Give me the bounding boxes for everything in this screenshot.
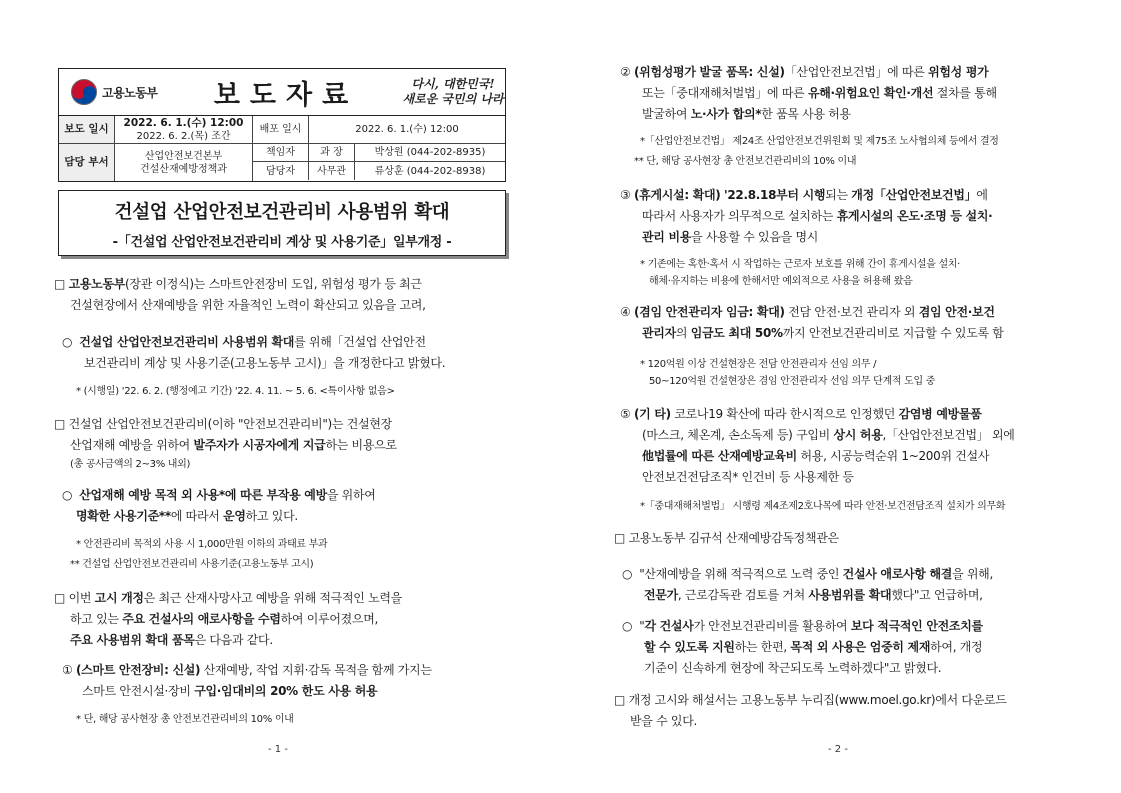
square-bullet: □: [54, 417, 66, 431]
manager-highlight: 관리자: [642, 326, 676, 340]
page-number: - 2 -: [828, 744, 848, 755]
definition-text-2: 산업재해 예방을 위하여: [70, 438, 194, 452]
manager-row: [253, 144, 505, 162]
concurrent-manager-highlight: 겸임 안전·보건: [918, 305, 995, 319]
amendment-text-1: 이번: [68, 591, 95, 605]
prevention-text-2: 에 따라서: [170, 509, 224, 523]
department-line-1: 산업안전보건본부: [144, 150, 223, 162]
infection-supplies-highlight: 감염병 예방물품: [898, 407, 982, 421]
release-morning: 2022. 6. 2.(목) 조간: [136, 130, 231, 142]
slogan-line-1: 다시, 대한민국!: [411, 77, 495, 91]
act-highlight: 개정「산업안전보건법」: [851, 188, 977, 202]
quote-1: [622, 564, 1100, 606]
standard-highlight: 명확한 사용기준**: [76, 509, 171, 523]
always-allowed-highlight: 상시 허용: [833, 428, 883, 442]
press-release-title: 보도자료: [213, 79, 359, 111]
others-text-4: 허용, 시공능력순위 1~200위 건설사: [796, 449, 990, 463]
definition-text-4: (총 공사금액의 2~3% 내외): [70, 459, 191, 470]
effective-date-highlight: '22.8.18부터 시행: [724, 188, 826, 202]
note-safety-manager: [640, 356, 1100, 390]
risk-assessment-text-2: 또는「중대재해처벌법」에 따른: [642, 86, 808, 100]
square-bullet: □: [614, 531, 626, 545]
others-text-5: 안전보건전담조직* 인건비 등 사용제한 등: [642, 470, 854, 484]
item-safety-manager: [620, 302, 1100, 344]
agreement-highlight: 노·사가 합의*: [690, 107, 762, 121]
number-4-bullet: ④: [620, 305, 631, 319]
smart-equipment-text-2: 스마트 안전시설·장비: [82, 684, 195, 698]
note-effective-date: * (시행일) '22. 6. 2. (행정예고 기간) '22. 4. 11. ~ 5. 6. <특이사항 없음>: [76, 386, 395, 397]
sanction-highlight: 목적 외 사용은 엄중히 제재: [790, 640, 931, 654]
paragraph-definition: [54, 414, 524, 473]
education-cost-highlight: 他법률에 따른 산재예방교육비: [642, 449, 797, 463]
each-builder-highlight: 각 건설사: [644, 619, 694, 633]
quote-2-text-2: 하는 한편,: [734, 640, 791, 654]
safety-manager-text-2: 의: [675, 326, 691, 340]
builders-highlight: 주요 건설사의 애로사항을 수렴: [122, 612, 281, 626]
note-committee: *「산업안전보건법」 제24조 산업안전보건위원회 및 제75조 노사협의체 등에서 결정: [640, 136, 999, 147]
amendment-text-3: 하고 있는: [70, 612, 123, 626]
others-text-3: ,「산업안전보건법」 외에: [882, 428, 1015, 442]
smart-equipment-highlight: 구입·임대비의 20% 한도 사용 허용: [194, 684, 378, 698]
wage-highlight: 임금도 최대 50%: [690, 326, 783, 340]
definition-text-1: 건설업 산업안전보건관리비(이하 "안전보건관리비")는 건설현장: [68, 417, 392, 431]
release-time: 2022. 6. 1.(수) 12:00: [123, 116, 244, 129]
note-penalty: * 안전관리비 목적외 사용 시 1,000만원 이하의 과태료 부과: [76, 539, 328, 550]
circle-bullet: ○: [62, 488, 73, 502]
department-row: [59, 144, 505, 181]
headline: 건설업 산업안전보건관리비 사용범위 확대: [114, 202, 450, 223]
note-risk-limit: ** 단, 해당 공사현장 총 안전보건관리비의 10% 이내: [634, 156, 857, 167]
expert-highlight: 전문가: [644, 588, 678, 602]
amendment-text-4: 하여 이루어졌으며,: [280, 612, 379, 626]
prevention-text-1: 을 위하여: [326, 488, 376, 502]
definition-text-3: 하는 비용으로: [325, 438, 397, 452]
rest-facility-highlight: 휴게시설의 온도·조명 등 설치·: [836, 209, 993, 223]
note-safety-manager-2: 50~120억원 건설현장은 겸임 안전관리자 선임 의무 단계적 도입 중: [649, 376, 936, 387]
press-header-top: [59, 69, 505, 116]
headline-box: [58, 190, 506, 256]
risk-assessment-highlight: 위험성 평가: [928, 65, 989, 79]
risk-assessment-text-5: 한 품목 사용 허용: [761, 107, 851, 121]
intro-text-2: 건설현장에서 산재예방을 위한 자율적인 노력이 확산되고 있음을 고려,: [70, 298, 426, 312]
rest-facility-text-1: 되는: [825, 188, 852, 202]
item-others: [620, 404, 1100, 488]
prevention-text-3: 하고 있다.: [245, 509, 298, 523]
intro-text-1: (장관 이정식)는 스마트안전장비 도입, 위험성 평가 등 최근: [125, 277, 422, 291]
definition-highlight: 발주자가 시공자에게 지급: [193, 438, 326, 452]
number-5-bullet: ⑤: [620, 407, 631, 421]
square-bullet: □: [54, 277, 66, 291]
circle-bullet: ○: [622, 619, 633, 633]
release-time-cell: [115, 116, 253, 143]
support-highlight: 할 수 있도록 지원: [644, 640, 735, 654]
note-rest-facility: [640, 256, 1100, 290]
number-2-bullet: ②: [620, 65, 631, 79]
amendment-highlight: 고시 개정: [94, 591, 144, 605]
safety-manager-label: (겸임 안전관리자 임금: 확대): [633, 305, 785, 319]
revision-text-2: 보건관리비 계상 및 사용기준(고용노동부 고시)」을 개정한다고 밝혔다.: [84, 356, 446, 370]
department-label: 담당 부서: [59, 144, 115, 181]
item-risk-assessment: [620, 62, 1100, 125]
quote-2-text-4: 기준이 신속하게 현장에 착근되도록 노력하겠다"고 밝혔다.: [644, 661, 942, 675]
quote-2-open: ": [639, 619, 645, 633]
expand-scope-highlight: 사용범위를 확대: [808, 588, 892, 602]
hazard-highlight: 유해·위험요인 확인·개선: [807, 86, 934, 100]
rest-facility-text-3: 따라서 사용자가 의무적으로 설치하는: [642, 209, 837, 223]
revision-text-1: 를 위해「건설업 산업안전: [294, 335, 426, 349]
sub-headline: -「건설업 산업안전보건관리비 계상 및 사용기준」일부개정 -: [112, 235, 452, 250]
quote-2-text-1: 가 안전보건관리비를 활용하여: [693, 619, 851, 633]
amendment-text-2: 은 최근 산재사망사고 예방을 위해 적극적인 노력을: [143, 591, 402, 605]
risk-assessment-text-1: 「산업안전보건법」에 따른: [784, 65, 929, 79]
slogan-line-2: 새로운 국민의 나라: [402, 92, 504, 106]
download-text-1: 개정 고시와 해설서는 고용노동부 누리집(www.moel.go.kr)에서 다운로드: [628, 693, 1007, 707]
number-3-bullet: ③: [620, 188, 631, 202]
note-smart-limit: * 단, 해당 공사현장 총 안전보건관리비의 10% 이내: [76, 714, 294, 725]
paragraph-prevention: [62, 485, 524, 527]
square-bullet: □: [614, 693, 626, 707]
smart-equipment-text-1: 산재예방, 작업 지휘·감독 목적을 함께 가지는: [200, 663, 432, 677]
others-text-1: 코로나19 확산에 따라 한시적으로 인정했던: [670, 407, 899, 421]
department-name: [115, 144, 253, 181]
safety-manager-text-3: 까지 안전보건관리비로 지급할 수 있도록 함: [782, 326, 1004, 340]
risk-assessment-label: (위험성평가 발굴 품목: 신설): [633, 65, 785, 79]
staff-role: 담당자: [253, 162, 309, 180]
taegeuk-emblem-icon: [71, 79, 97, 105]
note-safety-manager-1: * 120억원 이상 건설현장은 전담 안전관리자 선임 의무 /: [640, 359, 877, 370]
items-highlight: 주요 사용범위 확대 품목: [70, 633, 195, 647]
ministry-name: 고용노동부: [102, 85, 158, 100]
operation-highlight: 운영: [223, 509, 246, 523]
amendment-text-5: 은 다음과 같다.: [194, 633, 273, 647]
contact-grid: [253, 144, 505, 181]
staff-row: [253, 162, 505, 180]
manager-contact: 박상원 (044-202-8935): [374, 147, 486, 158]
difficulty-highlight: 건설사 애로사항 해결: [842, 567, 953, 581]
management-cost-highlight: 관리 비용: [642, 230, 692, 244]
distribution-label: 배포 일시: [253, 116, 309, 143]
quote-1-text-4: 했다"고 언급하며,: [891, 588, 983, 602]
government-slogan: [401, 77, 505, 107]
circle-bullet: ○: [62, 335, 73, 349]
item-smart-equipment: [62, 660, 524, 702]
page-number: - 1 -: [268, 744, 288, 755]
safety-manager-text-1: 전담 안전·보건 관리자 외: [784, 305, 919, 319]
ministry-logo: [59, 79, 171, 105]
note-serious-accident-act: *「중대재해처벌법」 시행령 제4조제2호나목에 따라 안전·보건전담조직 설치가 의무화: [640, 501, 1006, 512]
others-text-2: (마스크, 체온계, 손소독제 등) 구입비: [642, 428, 834, 442]
press-header-table: [58, 68, 506, 182]
note-rest-facility-2: 해체·유지하는 비용에 한해서만 예외적으로 사용을 허용해 왔음: [649, 276, 913, 287]
release-row: [59, 116, 505, 144]
quote-1-text-1: "산재예방을 위해 적극적으로 노력 중인: [639, 567, 843, 581]
paragraph-revision: [62, 332, 524, 374]
number-1-bullet: ①: [62, 663, 73, 677]
smart-equipment-label: (스마트 안전장비: 신설): [75, 663, 201, 677]
release-label: 보도 일시: [59, 116, 115, 143]
square-bullet: □: [54, 591, 66, 605]
official-text: 고용노동부 김규석 산재예방감독정책관은: [628, 531, 839, 545]
paragraph-official: [614, 528, 1100, 549]
quote-2-text-3: 하여, 개정: [930, 640, 983, 654]
ministry-mention: 고용노동부: [68, 277, 126, 291]
prevention-highlight: 산업재해 예방 목적 외 사용*에 따른 부작용 예방: [79, 488, 327, 502]
rest-facility-label: (휴게시설: 확대): [633, 188, 721, 202]
rest-facility-text-2: 에: [976, 188, 988, 202]
page-2: [560, 0, 1121, 793]
quote-1-text-3: , 근로감독관 검토를 거쳐: [677, 588, 809, 602]
staff-title: 사무관: [309, 162, 355, 180]
paragraph-intro: [54, 274, 524, 316]
manager-title: 과 장: [309, 144, 355, 161]
risk-assessment-text-4: 발굴하여: [642, 107, 691, 121]
others-label: (기 타): [633, 407, 671, 421]
page-1: [0, 0, 560, 793]
item-rest-facility: [620, 185, 1100, 248]
paragraph-download: [614, 690, 1100, 732]
department-line-2: 건설산재예방정책과: [140, 163, 227, 175]
paragraph-amendment: [54, 588, 524, 651]
active-measure-highlight: 보다 적극적인 안전조치를: [850, 619, 983, 633]
rest-facility-text-4: 을 사용할 수 있음을 명시: [691, 230, 819, 244]
revision-highlight: 건설업 산업안전보건관리비 사용범위 확대: [79, 335, 295, 349]
distribution-time: 2022. 6. 1.(수) 12:00: [355, 124, 459, 135]
download-text-2: 받을 수 있다.: [630, 714, 698, 728]
note-usage-standard: ** 건설업 산업안전보건관리비 사용기준(고용노동부 고시): [70, 559, 314, 570]
manager-role: 책임자: [253, 144, 309, 161]
risk-assessment-text-3: 절차를 통해: [933, 86, 997, 100]
quote-2: [622, 616, 1100, 679]
circle-bullet: ○: [622, 567, 633, 581]
staff-contact: 류상훈 (044-202-8938): [374, 165, 486, 177]
quote-1-text-2: 을 위해,: [952, 567, 993, 581]
note-rest-facility-1: * 기존에는 혹한·혹서 시 작업하는 근로자 보호를 위해 간이 휴게시설을 설치·: [640, 259, 961, 270]
